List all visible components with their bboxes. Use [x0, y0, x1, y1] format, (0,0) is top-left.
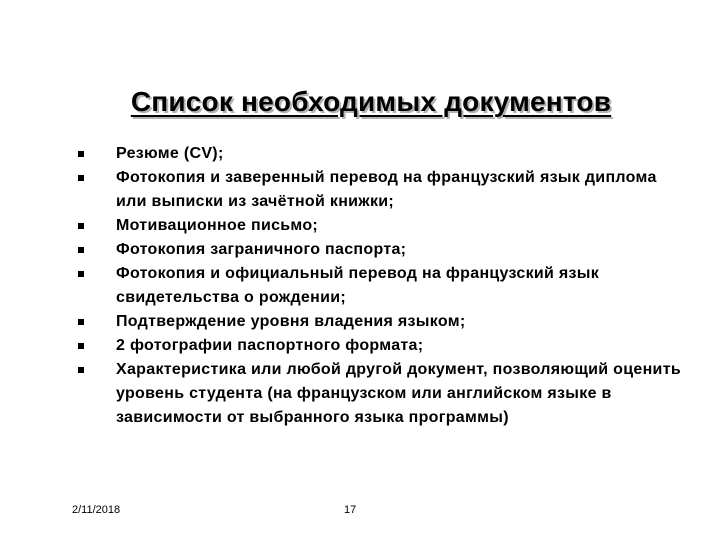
list-item-text: Фотокопия заграничного паспорта; — [116, 241, 407, 258]
square-bullet-icon — [78, 271, 84, 277]
square-bullet-icon — [78, 343, 84, 349]
square-bullet-icon — [78, 319, 84, 325]
list-item-text: 2 фотографии паспортного формата; — [116, 337, 424, 354]
list-item-text: Подтверждение уровня владения языком; — [116, 313, 466, 330]
square-bullet-icon — [78, 151, 84, 157]
list-item-text: Фотокопия и официальный перевод на французский язык свидетельства о рождении; — [116, 265, 600, 306]
list-item — [116, 238, 686, 262]
square-bullet-icon — [78, 175, 84, 181]
list-item — [116, 310, 686, 334]
list-item — [116, 142, 686, 166]
list-item — [116, 334, 686, 358]
square-bullet-icon — [78, 247, 84, 253]
document-list — [116, 142, 686, 430]
slide-title — [0, 86, 720, 118]
square-bullet-icon — [78, 223, 84, 229]
list-item-text: Характеристика или любой другой документ, позволяющий оценить уровень студента (на французском или английском языке в зависимости от выбранного языка программы) — [116, 361, 681, 426]
list-item — [116, 214, 686, 238]
footer-date: 2/11/2018 — [72, 504, 121, 516]
square-bullet-icon — [78, 367, 84, 373]
list-item-text: Мотивационное письмо; — [116, 217, 319, 234]
list-item — [116, 358, 686, 430]
list-item-text: Фотокопия и заверенный перевод на французский язык диплома или выписки из зачётной книжки; — [116, 169, 657, 210]
list-item — [116, 166, 686, 214]
slide-title-text: Список необходимых документов — [130, 86, 612, 117]
list-item-text: Резюме (CV); — [116, 145, 224, 162]
page-number: 17 — [344, 504, 357, 516]
list-item — [116, 262, 686, 310]
